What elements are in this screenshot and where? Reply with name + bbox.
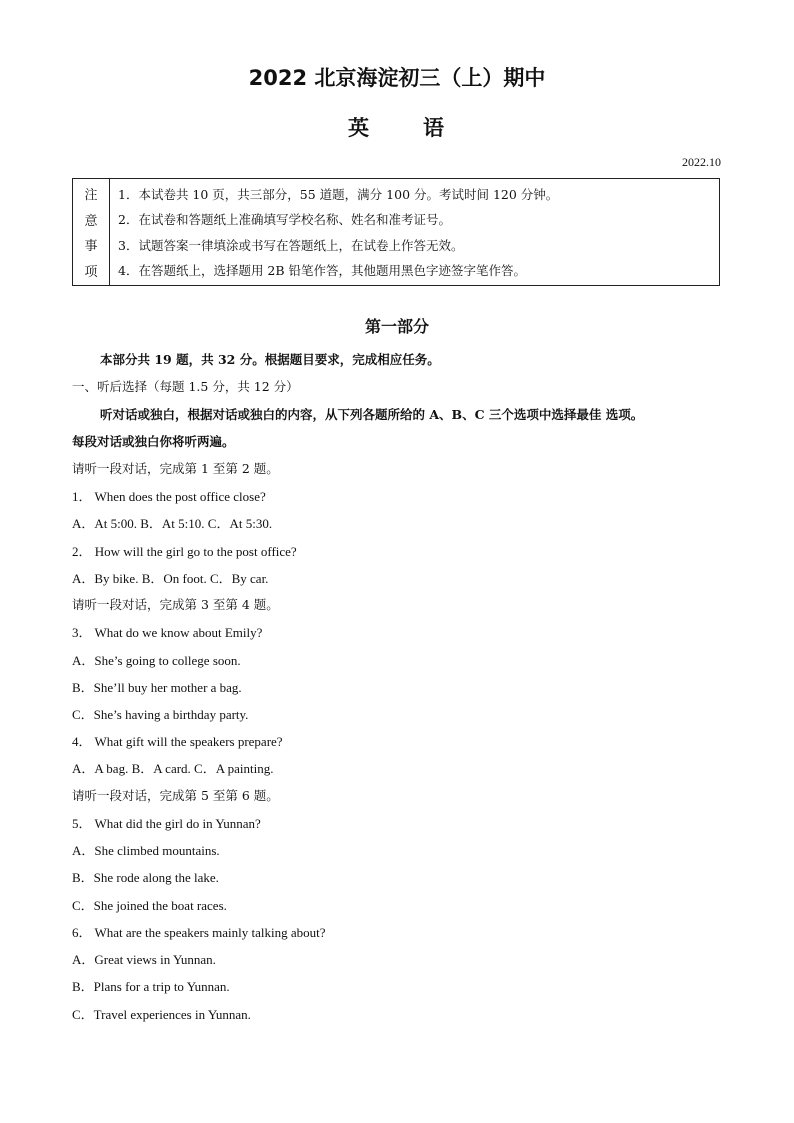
subject-char-1: 英 bbox=[348, 116, 371, 140]
question: 6． What are the speakers mainly talking about? bbox=[72, 925, 326, 940]
notice-item: 4．在答题纸上，选择题用 2B 铅笔作答，其他题用黑色字迹签字笔作答。 bbox=[118, 263, 527, 279]
answer-options: A．A bag. B．A card. C．A painting. bbox=[72, 761, 274, 776]
instructions-line-1: 听对话或独白，根据对话或独白的内容，从下列各题所给的 A、B、C 三个选项中选择最佳 选项。 bbox=[100, 407, 644, 422]
answer-options: A．At 5:00. B．At 5:10. C．At 5:30. bbox=[72, 516, 273, 531]
exam-title: 2022 北京海淀初三（上）期中 bbox=[248, 66, 546, 90]
question: 3． What do we know about Emily? bbox=[72, 625, 263, 640]
dialogue-instruction: 请听一段对话，完成第 1 至第 2 题。 bbox=[72, 461, 279, 476]
dialogue-instruction: 请听一段对话，完成第 5 至第 6 题。 bbox=[72, 788, 279, 803]
subject-title bbox=[0, 112, 794, 142]
notice-item: 3．试题答案一律填涂或书写在答题纸上，在试卷上作答无效。 bbox=[118, 237, 464, 253]
answer-option: B．Plans for a trip to Yunnan. bbox=[72, 979, 230, 994]
answer-option: A．She’s going to college soon. bbox=[72, 653, 241, 668]
answer-option: B．She’ll buy her mother a bag. bbox=[72, 680, 242, 695]
notice-label bbox=[73, 179, 110, 285]
answer-option: B．She rode along the lake. bbox=[72, 870, 219, 885]
exam-date: 2022.10 bbox=[682, 155, 721, 169]
answer-option: C．She joined the boat races. bbox=[72, 898, 227, 913]
question: 2． How will the girl go to the post office? bbox=[72, 544, 297, 559]
part-intro: 本部分共 19 题，共 32 分。根据题目要求，完成相应任务。 bbox=[100, 352, 440, 367]
notice-item: 1．本试卷共 10 页，共三部分，55 道题，满分 100 分。考试时间 120 分钟。 bbox=[118, 186, 559, 202]
notice-item: 2．在试卷和答题纸上准确填写学校名称、姓名和准考证号。 bbox=[118, 212, 451, 228]
answer-option: C．She’s having a birthday party. bbox=[72, 707, 249, 722]
notice-label-char: 注 bbox=[84, 188, 98, 204]
notice-items bbox=[110, 179, 719, 285]
notice-box bbox=[72, 178, 720, 286]
notice-label-char: 意 bbox=[84, 213, 98, 229]
part-title: 第一部分 bbox=[364, 317, 429, 336]
instructions-line-2: 每段对话或独白你将听两遍。 bbox=[72, 434, 235, 449]
subject-char-2: 语 bbox=[423, 116, 446, 140]
notice-label-char: 事 bbox=[84, 239, 98, 255]
answer-option: A．She climbed mountains. bbox=[72, 843, 220, 858]
question: 5． What did the girl do in Yunnan? bbox=[72, 816, 261, 831]
answer-option: A．Great views in Yunnan. bbox=[72, 952, 216, 967]
dialogue-instruction: 请听一段对话，完成第 3 至第 4 题。 bbox=[72, 597, 279, 612]
question: 4． What gift will the speakers prepare? bbox=[72, 734, 283, 749]
notice-label-char: 项 bbox=[84, 264, 98, 280]
answer-option: C．Travel experiences in Yunnan. bbox=[72, 1007, 251, 1022]
answer-options: A．By bike. B．On foot. C．By car. bbox=[72, 571, 269, 586]
question: 1． When does the post office close? bbox=[72, 489, 266, 504]
section-heading: 一、听后选择（每题 1.5 分，共 12 分） bbox=[72, 379, 299, 394]
